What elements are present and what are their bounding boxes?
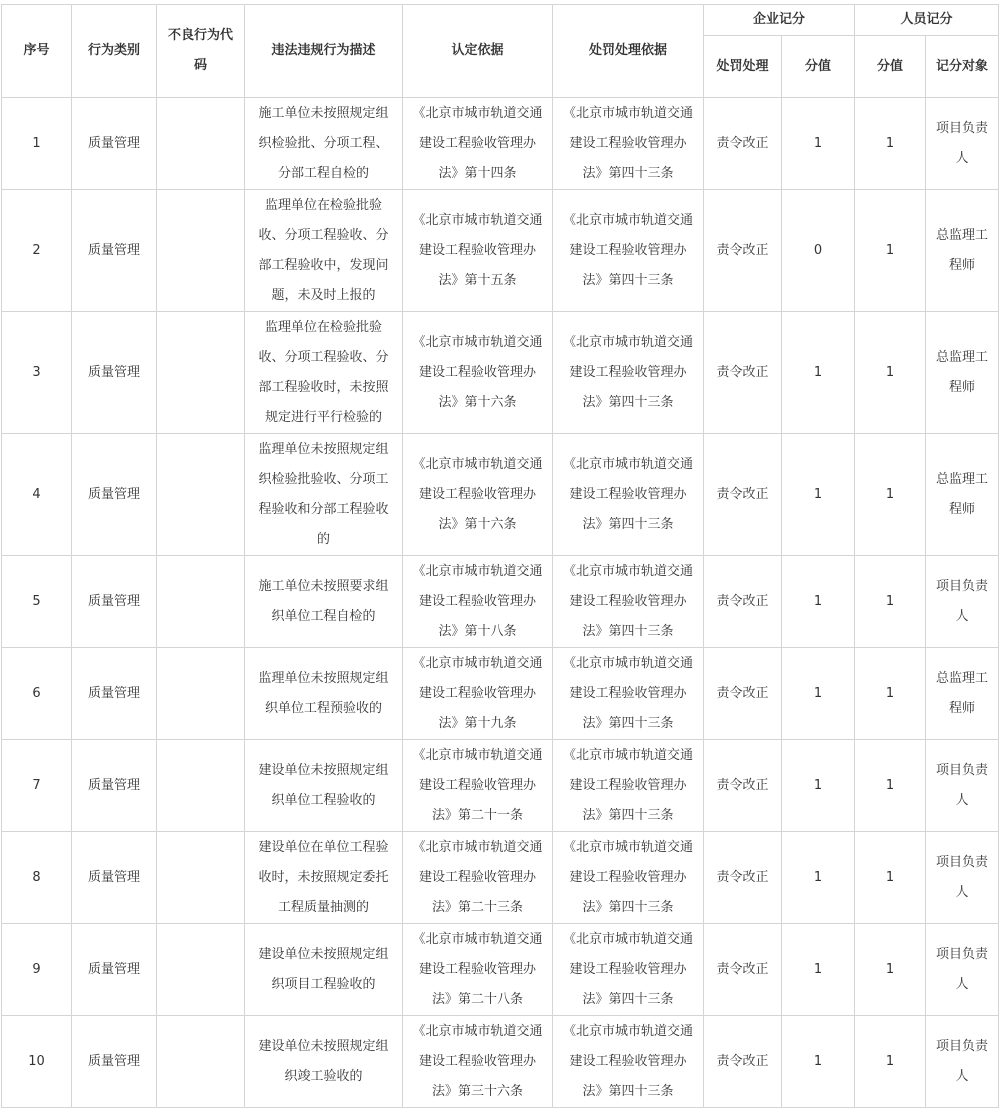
header-code: 不良行为代码 [157,5,245,98]
table-row [2,190,999,312]
table-row [2,740,999,832]
cell-category: 质量管理 [72,312,157,434]
table-header [2,5,999,98]
cell-seq: 1 [2,98,72,190]
violation-table [1,4,999,1108]
cell-enterprise-penalty: 责令改正 [704,1016,782,1108]
cell-code [157,832,245,924]
cell-description: 建设单位未按照规定组织单位工程验收的 [245,740,403,832]
cell-seq: 10 [2,1016,72,1108]
cell-person-score: 1 [855,556,926,648]
cell-basis: 《北京市城市轨道交通建设工程验收管理办法》第二十八条 [403,924,553,1016]
table-row [2,1016,999,1108]
cell-description: 监理单位在检验批验收、分项工程验收、分部工程验收时，未按照规定进行平行检验的 [245,312,403,434]
cell-enterprise-score: 1 [782,434,855,556]
cell-person-score: 1 [855,832,926,924]
cell-category: 质量管理 [72,98,157,190]
header-description: 违法违规行为描述 [245,5,403,98]
cell-enterprise-score: 1 [782,98,855,190]
cell-person-target: 总监理工程师 [926,190,999,312]
cell-code [157,1016,245,1108]
cell-person-target: 项目负责人 [926,740,999,832]
cell-code [157,190,245,312]
cell-seq: 5 [2,556,72,648]
cell-person-score: 1 [855,740,926,832]
header-basis: 认定依据 [403,5,553,98]
cell-penalty-basis: 《北京市城市轨道交通建设工程验收管理办法》第四十三条 [553,190,704,312]
cell-penalty-basis: 《北京市城市轨道交通建设工程验收管理办法》第四十三条 [553,740,704,832]
cell-code [157,312,245,434]
cell-person-target: 项目负责人 [926,556,999,648]
cell-person-target: 项目负责人 [926,924,999,1016]
cell-penalty-basis: 《北京市城市轨道交通建设工程验收管理办法》第四十三条 [553,312,704,434]
cell-person-target: 总监理工程师 [926,434,999,556]
cell-enterprise-penalty: 责令改正 [704,190,782,312]
cell-enterprise-score: 1 [782,832,855,924]
cell-person-score: 1 [855,1016,926,1108]
cell-category: 质量管理 [72,556,157,648]
cell-enterprise-penalty: 责令改正 [704,832,782,924]
cell-basis: 《北京市城市轨道交通建设工程验收管理办法》第十六条 [403,312,553,434]
header-row-top [2,5,999,36]
cell-description: 建设单位未按照规定组织项目工程验收的 [245,924,403,1016]
header-enterprise-score: 分值 [782,36,855,98]
header-person-score-group: 人员记分 [855,5,999,36]
cell-enterprise-penalty: 责令改正 [704,648,782,740]
header-person-target: 记分对象 [926,36,999,98]
cell-code [157,740,245,832]
cell-penalty-basis: 《北京市城市轨道交通建设工程验收管理办法》第四十三条 [553,98,704,190]
cell-seq: 2 [2,190,72,312]
cell-basis: 《北京市城市轨道交通建设工程验收管理办法》第三十六条 [403,1016,553,1108]
cell-seq: 7 [2,740,72,832]
cell-person-target: 项目负责人 [926,1016,999,1108]
table-row [2,98,999,190]
header-seq: 序号 [2,5,72,98]
cell-penalty-basis: 《北京市城市轨道交通建设工程验收管理办法》第四十三条 [553,1016,704,1108]
header-penalty-basis: 处罚处理依据 [553,5,704,98]
header-enterprise-penalty: 处罚处理 [704,36,782,98]
cell-penalty-basis: 《北京市城市轨道交通建设工程验收管理办法》第四十三条 [553,924,704,1016]
cell-category: 质量管理 [72,832,157,924]
table-row [2,832,999,924]
cell-code [157,648,245,740]
cell-seq: 8 [2,832,72,924]
cell-description: 监理单位在检验批验收、分项工程验收、分部工程验收中，发现问题，未及时上报的 [245,190,403,312]
cell-code [157,556,245,648]
header-enterprise-score-group: 企业记分 [704,5,855,36]
table-row [2,924,999,1016]
cell-person-score: 1 [855,190,926,312]
cell-basis: 《北京市城市轨道交通建设工程验收管理办法》第十八条 [403,556,553,648]
cell-enterprise-score: 1 [782,312,855,434]
cell-description: 监理单位未按照规定组织单位工程预验收的 [245,648,403,740]
cell-enterprise-penalty: 责令改正 [704,434,782,556]
cell-enterprise-score: 1 [782,648,855,740]
cell-seq: 6 [2,648,72,740]
cell-code [157,924,245,1016]
cell-person-score: 1 [855,648,926,740]
cell-description: 施工单位未按照要求组织单位工程自检的 [245,556,403,648]
cell-description: 建设单位在单位工程验收时，未按照规定委托工程质量抽测的 [245,832,403,924]
cell-person-target: 总监理工程师 [926,648,999,740]
cell-category: 质量管理 [72,648,157,740]
table-row [2,556,999,648]
cell-basis: 《北京市城市轨道交通建设工程验收管理办法》第十四条 [403,98,553,190]
cell-person-score: 1 [855,434,926,556]
table-row [2,312,999,434]
cell-person-target: 总监理工程师 [926,312,999,434]
table-row [2,434,999,556]
cell-basis: 《北京市城市轨道交通建设工程验收管理办法》第二十三条 [403,832,553,924]
cell-seq: 9 [2,924,72,1016]
cell-basis: 《北京市城市轨道交通建设工程验收管理办法》第二十一条 [403,740,553,832]
cell-penalty-basis: 《北京市城市轨道交通建设工程验收管理办法》第四十三条 [553,556,704,648]
header-person-score: 分值 [855,36,926,98]
cell-penalty-basis: 《北京市城市轨道交通建设工程验收管理办法》第四十三条 [553,648,704,740]
cell-category: 质量管理 [72,190,157,312]
cell-category: 质量管理 [72,740,157,832]
cell-enterprise-score: 1 [782,1016,855,1108]
header-category: 行为类别 [72,5,157,98]
cell-enterprise-score: 1 [782,924,855,1016]
cell-enterprise-score: 1 [782,740,855,832]
table-body [2,98,999,1108]
cell-category: 质量管理 [72,1016,157,1108]
cell-basis: 《北京市城市轨道交通建设工程验收管理办法》第十六条 [403,434,553,556]
cell-enterprise-penalty: 责令改正 [704,98,782,190]
cell-enterprise-penalty: 责令改正 [704,924,782,1016]
cell-enterprise-score: 0 [782,190,855,312]
cell-basis: 《北京市城市轨道交通建设工程验收管理办法》第十九条 [403,648,553,740]
table-row [2,648,999,740]
cell-description: 监理单位未按照规定组织检验批验收、分项工程验收和分部工程验收的 [245,434,403,556]
cell-person-score: 1 [855,312,926,434]
cell-enterprise-penalty: 责令改正 [704,312,782,434]
cell-seq: 4 [2,434,72,556]
cell-enterprise-penalty: 责令改正 [704,740,782,832]
cell-code [157,98,245,190]
cell-enterprise-penalty: 责令改正 [704,556,782,648]
cell-person-target: 项目负责人 [926,98,999,190]
cell-person-score: 1 [855,924,926,1016]
cell-description: 建设单位未按照规定组织竣工验收的 [245,1016,403,1108]
cell-penalty-basis: 《北京市城市轨道交通建设工程验收管理办法》第四十三条 [553,832,704,924]
cell-category: 质量管理 [72,924,157,1016]
cell-description: 施工单位未按照规定组织检验批、分项工程、分部工程自检的 [245,98,403,190]
cell-person-target: 项目负责人 [926,832,999,924]
cell-basis: 《北京市城市轨道交通建设工程验收管理办法》第十五条 [403,190,553,312]
cell-category: 质量管理 [72,434,157,556]
cell-seq: 3 [2,312,72,434]
cell-enterprise-score: 1 [782,556,855,648]
cell-person-score: 1 [855,98,926,190]
cell-penalty-basis: 《北京市城市轨道交通建设工程验收管理办法》第四十三条 [553,434,704,556]
cell-code [157,434,245,556]
